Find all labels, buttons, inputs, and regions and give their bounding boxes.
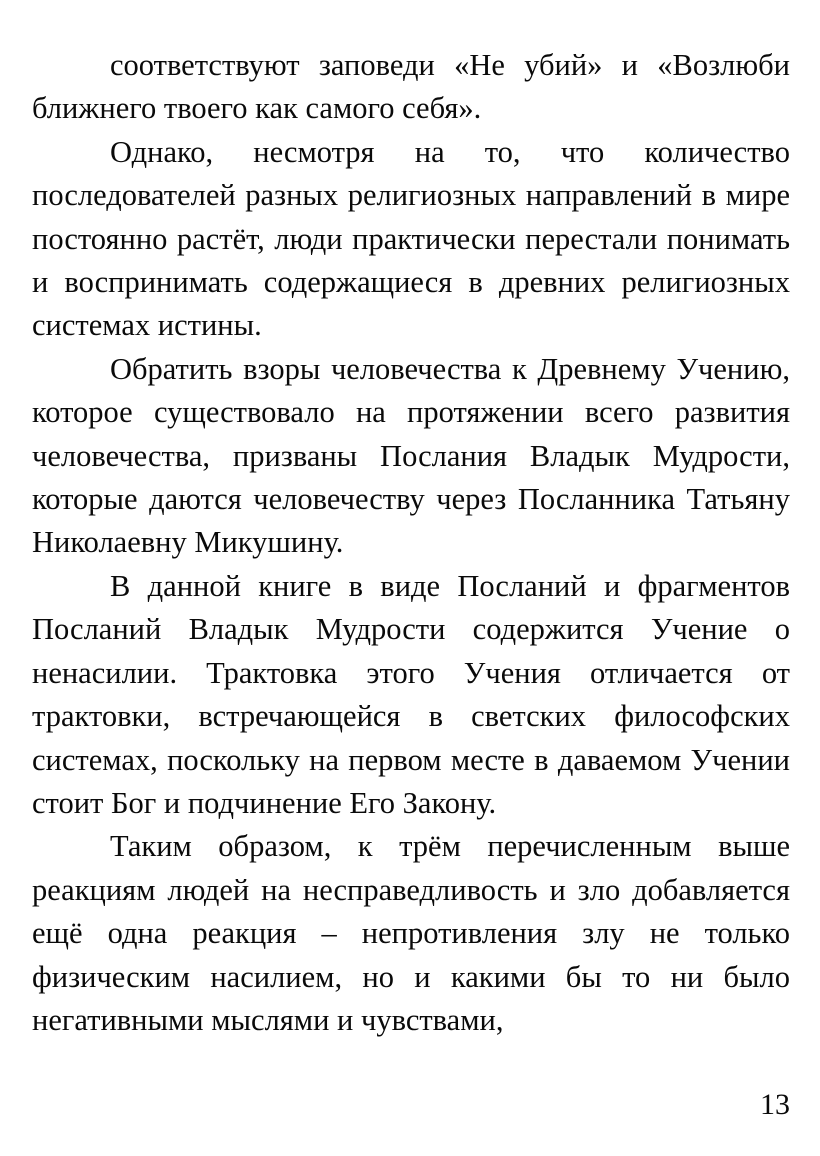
paragraph-4: В данной книге в виде Посланий и фрагментов Посланий Владык Мудрости содержится Учение о ненасилии. Трактовка этого Учения отличается от трактовки, встречающейся в светских философских системах, поскольку на первом месте в даваемом Учении стоит Бог и подчинение Его Закону. <box>32 568 790 820</box>
paragraph-1: соответствуют заповеди «Не убий» и «Возлюби ближнего твоего как самого себя». <box>32 48 790 126</box>
paragraph-3: Обратить взоры человечества к Древнему Учению, которое существовало на протяжении всего развития человечества, призваны Послания Владык Мудрости, которые даются человечеству через Посланника Татьяну Николаевну Микушину. <box>32 351 790 560</box>
page-text-body <box>32 44 790 1042</box>
page-number: 13 <box>760 1088 790 1121</box>
paragraph-2: Однако, несмотря на то, что количество последователей разных религиозных направлений в мире постоянно растёт, люди практически перестали понимать и воспринимать содержащиеся в древних религиозных системах истины. <box>32 134 790 343</box>
paragraph-5: Таким образом, к трём перечисленным выше реакциям людей на несправедливость и зло добавляется ещё одна реакция – непротивления злу не только физическим насилием, но и какими бы то ни было негативными мыслями и чувствами, <box>32 829 790 1037</box>
